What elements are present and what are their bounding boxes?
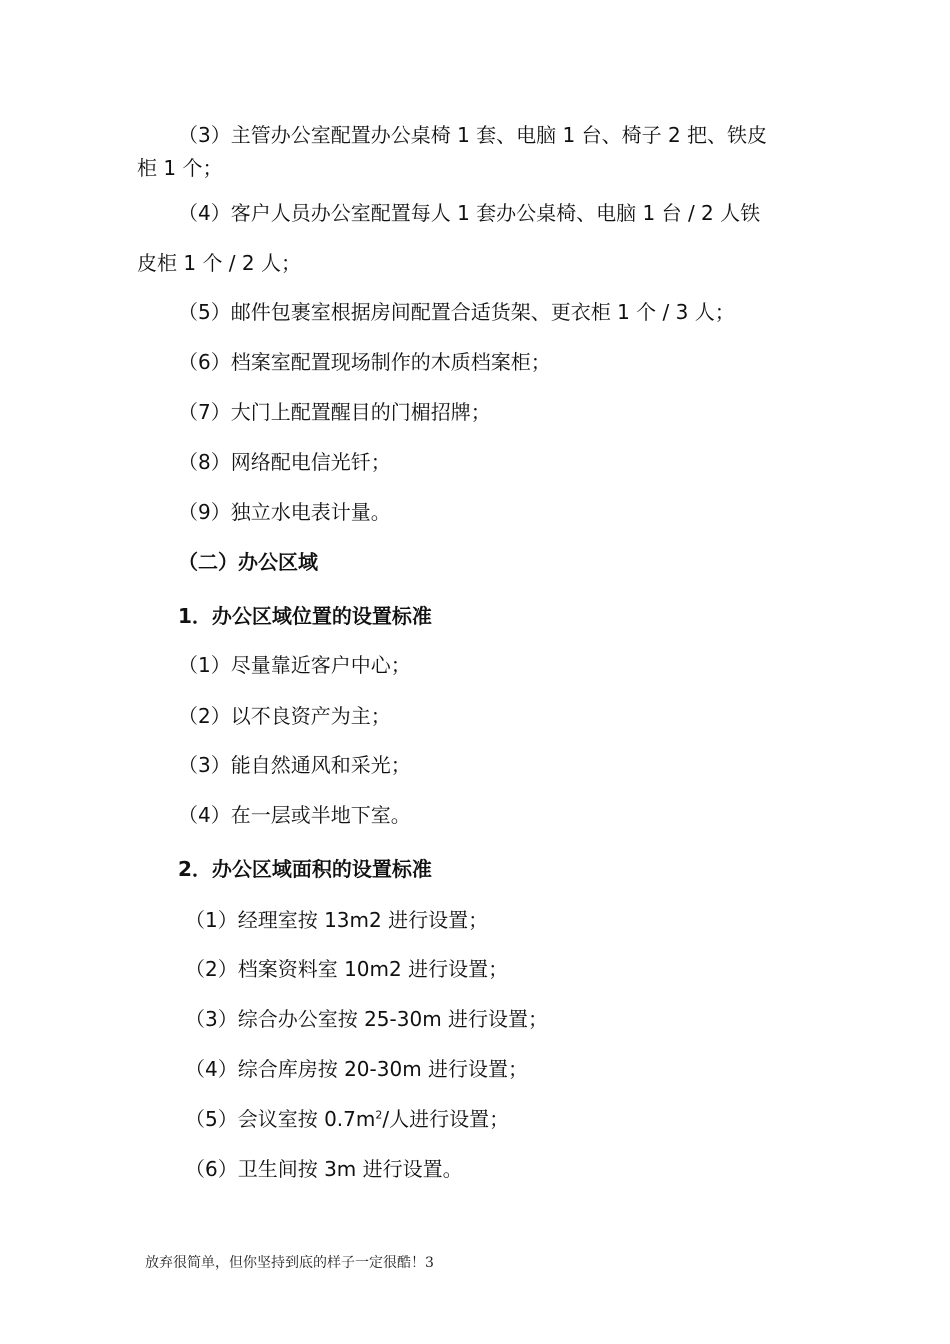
paragraph-line: （9）独立水电表计量。 [178, 500, 391, 524]
paragraph-line: （6）卫生间按 3m 进行设置。 [185, 1157, 463, 1181]
paragraph-line: （2）档案资料室 10m2 进行设置； [185, 957, 509, 981]
subsection-heading: 1．办公区域位置的设置标准 [178, 604, 432, 628]
paragraph-line: （4）客户人员办公室配置每人 1 套办公桌椅、电脑 1 台 / 2 人铁 [178, 201, 761, 225]
paragraph-line: 皮柜 1 个 / 2 人； [137, 251, 301, 275]
section-heading: （二）办公区域 [178, 550, 318, 574]
paragraph-line: （1）尽量靠近客户中心； [178, 653, 411, 677]
paragraph-line: （2）以不良资产为主； [178, 704, 391, 728]
paragraph-line: （5）邮件包裹室根据房间配置合适货架、更衣柜 1 个 / 3 人； [178, 300, 735, 324]
paragraph-line: （4）综合库房按 20-30m 进行设置； [185, 1057, 529, 1081]
page-footer: 放弃很简单，但你坚持到底的样子一定很酷！3 [145, 1255, 434, 1271]
paragraph-line: （4）在一层或半地下室。 [178, 803, 411, 827]
meeting-room-suffix: /人进行设置； [382, 1107, 510, 1131]
paragraph-line: （7）大门上配置醒目的门楣招牌； [178, 400, 491, 424]
paragraph-line: （1）经理室按 13m2 进行设置； [185, 908, 489, 932]
paragraph-line: 柜 1 个； [137, 156, 223, 180]
paragraph-line [185, 1106, 509, 1132]
subsection-heading: 2．办公区域面积的设置标准 [178, 857, 432, 881]
paragraph-line: （6）档案室配置现场制作的木质档案柜； [178, 350, 551, 374]
paragraph-line: （8）网络配电信光钎； [178, 450, 391, 474]
paragraph-line: （3）综合办公室按 25-30m 进行设置； [185, 1007, 549, 1031]
paragraph-line: （3）主管办公室配置办公桌椅 1 套、电脑 1 台、椅子 2 把、铁皮 [178, 123, 768, 147]
superscript: 2 [375, 1108, 383, 1122]
paragraph-line: （3）能自然通风和采光； [178, 753, 411, 777]
meeting-room-prefix: （5）会议室按 0.7m [185, 1107, 376, 1131]
